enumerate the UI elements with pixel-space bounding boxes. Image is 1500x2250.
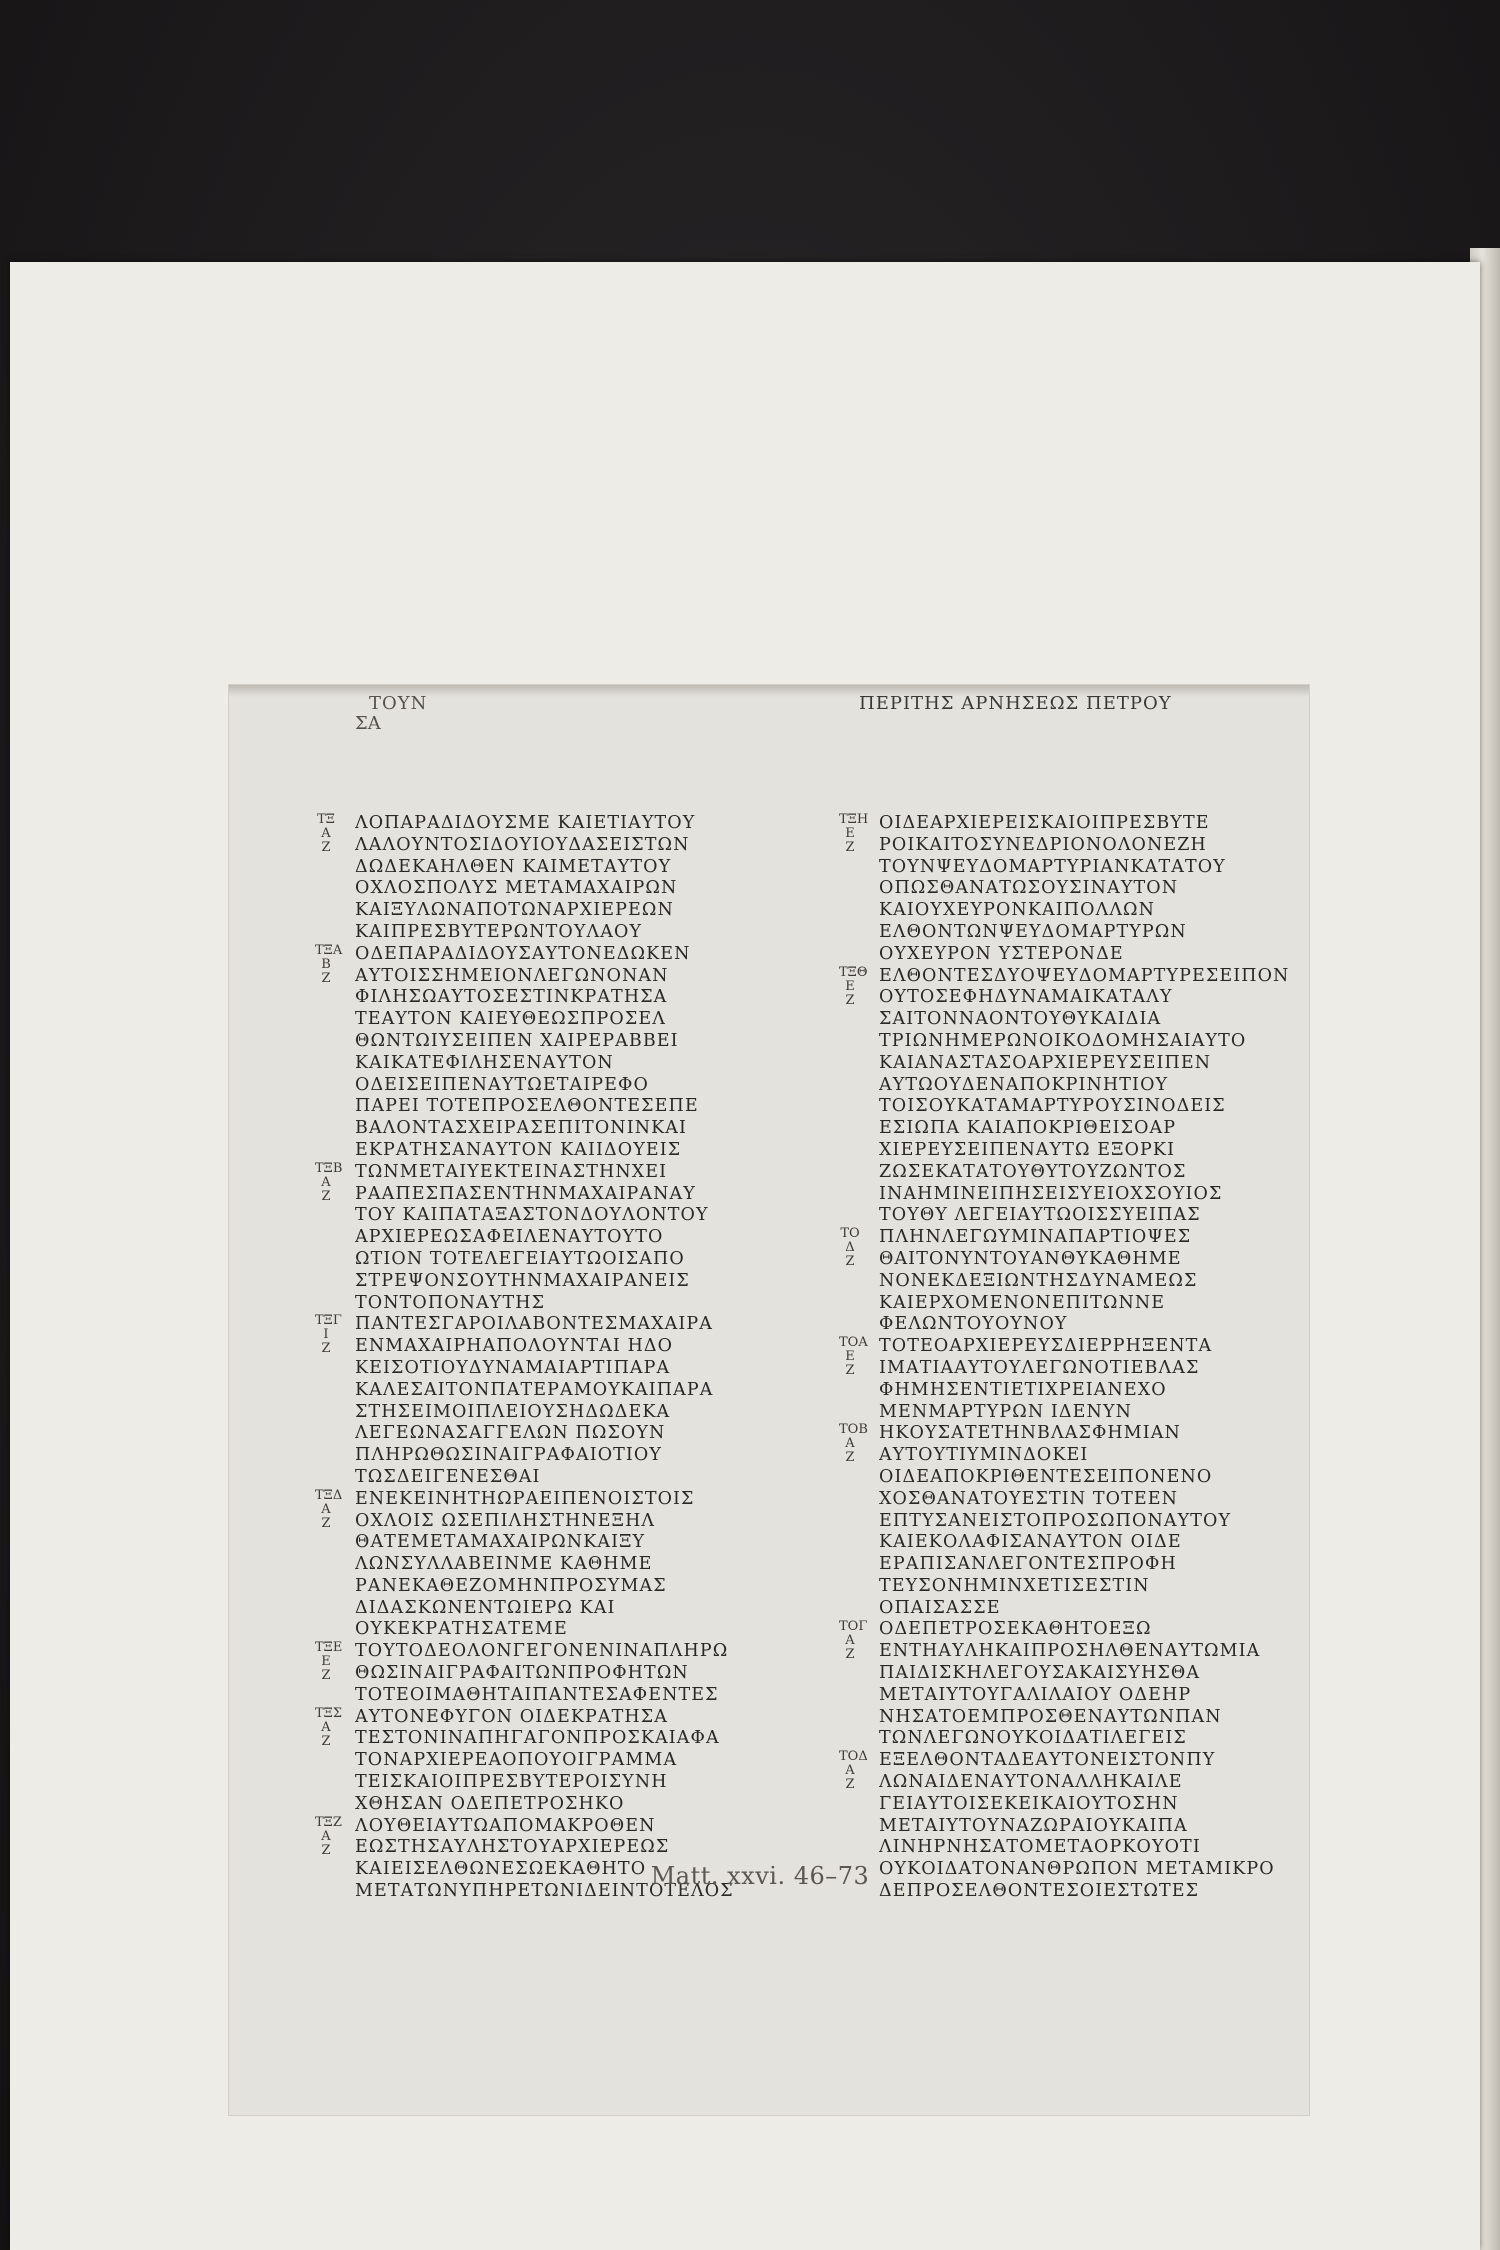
manuscript-line: ΛΟΥΘΕΙΑΥΤΩΑΠΟΜΑΚΡΟΘΕΝ [355, 1815, 656, 1836]
corner-mark: ΣΑ [355, 713, 381, 734]
manuscript-line: ΠΑΝΤΕΣΓΑΡΟΙΛΑΒΟΝΤΕΣΜΑΧΑΙΡΑ [355, 1314, 714, 1335]
plate-caption: Matt. xxvi. 46–73 [650, 1862, 870, 1890]
manuscript-line: ΧΘΗΣΑΝ ΟΔΕΠΕΤΡΟΣΗΚΟ [355, 1793, 625, 1814]
manuscript-line: ΖΩΣΕΚΑΤΑΤΟΥΘΥΤΟΥΖΩΝΤΟΣ [879, 1161, 1187, 1182]
manuscript-line: ΠΛΗΡΩΘΩΣΙΝΑΙΓΡΑΦΑΙΟΤΙΟΥ [355, 1445, 663, 1466]
ammonian-section-note: ΤΞ Α Ζ [317, 812, 335, 855]
manuscript-line: ΜΕΤΑΙΥΤΟΥΝΑΖΩΡΑΙΟΥΚΑΙΠΑ [879, 1815, 1188, 1836]
manuscript-line: ΤΟΝΤΟΠΟΝΑΥΤΗΣ [355, 1292, 546, 1313]
ammonian-section-note: ΤΞΖ Α Ζ [315, 1814, 342, 1858]
manuscript-column-left [355, 813, 785, 1903]
manuscript-line: ΠΑΡΕΙ ΤΟΤΕΠΡΟΣΕΛΘΟΝΤΕΣΕΠΕ [355, 1096, 699, 1117]
manuscript-plate [228, 684, 1310, 2116]
manuscript-line: ΕΛΘΟΝΤΕΣΔΥΟΨΕΥΔΟΜΑΡΤΥΡΕΣΕΙΠΟΝ [879, 965, 1290, 986]
manuscript-line: ΤΩΝΜΕΤΑΙΥΕΚΤΕΙΝΑΣΤΗΝΧΕΙ [355, 1161, 668, 1182]
manuscript-line: ΕΝΜΑΧΑΙΡΗΑΠΟΛΟΥΝΤΑΙ ΗΔΟ [355, 1336, 674, 1357]
manuscript-line: ΤΟΙΣΟΥΚΑΤΑΜΑΡΤΥΡΟΥΣΙΝΟΔΕΙΣ [879, 1096, 1226, 1117]
manuscript-line: ΟΧΛΟΙΣ ΩΣΕΠΙΛΗΣΤΗΝΕΞΗΛ [355, 1510, 656, 1531]
manuscript-column-right [879, 813, 1309, 1903]
manuscript-line: ΕΝΕΚΕΙΝΗΤΗΩΡΑΕΙΠΕΝΟΙΣΤΟΙΣ [355, 1488, 695, 1509]
manuscript-line: ΡΑΝΕΚΑΘΕΖΟΜΗΝΠΡΟΣΥΜΑΣ [355, 1575, 667, 1596]
manuscript-line: ΘΩΝΤΩΙΥΣΕΙΠΕΝ ΧΑΙΡΕΡΑΒΒΕΙ [355, 1030, 679, 1051]
manuscript-line: ΟΙΔΕΑΡΧΙΕΡΕΙΣΚΑΙΟΙΠΡΕΣΒΥΤΕ [879, 813, 1210, 833]
manuscript-line: ΚΑΙΕΡΧΟΜΕΝΟΝΕΠΙΤΩΝΝΕ [879, 1292, 1166, 1313]
manuscript-line: ΤΩΝΛΕΓΩΝΟΥΚΟΙΔΑΤΙΛΕΓΕΙΣ [879, 1728, 1187, 1749]
manuscript-line: ΤΕΥΣΟΝΗΜΙΝΧΕΤΙΣΕΣΤΙΝ [879, 1575, 1150, 1596]
manuscript-line: ΤΕΣΤΟΝΙΝΑΠΗΓΑΓΟΝΠΡΟΣΚΑΙΑΦΑ [355, 1728, 720, 1749]
manuscript-line: ΚΑΛΕΣΑΙΤΟΝΠΑΤΕΡΑΜΟΥΚΑΙΠΑΡΑ [355, 1379, 714, 1400]
manuscript-line: ΝΗΣΑΤΟΕΜΠΡΟΣΘΕΝΑΥΤΩΝΠΑΝ [879, 1706, 1222, 1727]
ammonian-section-note: ΤΟΒ Α Ζ [839, 1422, 868, 1466]
manuscript-line: ΤΟΝΑΡΧΙΕΡΕΑΟΠΟΥΟΙΓΡΑΜΜΑ [355, 1750, 678, 1771]
manuscript-line: ΛΑΛΟΥΝΤΟΣΙΔΟΥΙΟΥΔΑΣΕΙΣΤΩΝ [355, 834, 690, 855]
manuscript-line: ΗΚΟΥΣΑΤΕΤΗΝΒΛΑΣΦΗΜΙΑΝ [879, 1423, 1181, 1444]
manuscript-line: ΦΗΜΗΣΕΝΤΙΕΤΙΧΡΕΙΑΝΕΧΟ [879, 1379, 1167, 1400]
manuscript-line: ΤΟΥΤΟΔΕΟΛΟΝΓΕΓΟΝΕΝΙΝΑΠΛΗΡΩ [355, 1641, 729, 1662]
manuscript-line: ΕΞΕΛΘΟΝΤΑΔΕΑΥΤΟΝΕΙΣΤΟΝΠΥ [879, 1750, 1216, 1771]
manuscript-line: ΚΑΙΚΑΤΕΦΙΛΗΣΕΝΑΥΤΟΝ [355, 1052, 614, 1073]
manuscript-line: ΚΑΙΟΥΧΕΥΡΟΝΚΑΙΠΟΛΛΩΝ [879, 900, 1156, 921]
manuscript-line: ΟΥΤΟΣΕΦΗΔΥΝΑΜΑΙΚΑΤΑΛΥ [879, 987, 1173, 1008]
manuscript-line: ΛΕΓΕΩΝΑΣΑΓΓΕΛΩΝ ΠΩΣΟΥΝ [355, 1423, 666, 1444]
manuscript-line: ΩΤΙΟΝ ΤΟΤΕΛΕΓΕΙΑΥΤΩΟΙΣΑΠΟ [355, 1248, 685, 1269]
manuscript-line: ΣΤΗΣΕΙΜΟΙΠΛΕΙΟΥΣΗΔΩΔΕΚΑ [355, 1401, 671, 1422]
running-head-left: ΤΟΥΝ [369, 693, 428, 714]
ammonian-section-note: ΤΞΘ Ε Ζ [839, 964, 868, 1008]
manuscript-line: ΜΕΝΜΑΡΤΥΡΩΝ ΙΔΕΝΥΝ [879, 1401, 1133, 1422]
manuscript-line: ΧΙΕΡΕΥΣΕΙΠΕΝΑΥΤΩ ΕΞΟΡΚΙ [879, 1139, 1176, 1160]
manuscript-line: ΤΕΑΥΤΟΝ ΚΑΙΕΥΘΕΩΣΠΡΟΣΕΛ [355, 1009, 666, 1030]
manuscript-line: ΛΩΝΣΥΛΛΑΒΕΙΝΜΕ ΚΑΘΗΜΕ [355, 1554, 653, 1575]
manuscript-line: ΑΡΧΙΕΡΕΩΣΑΦΕΙΛΕΝΑΥΤΟΥΤΟ [355, 1227, 664, 1248]
manuscript-line: ΟΥΚΟΙΔΑΤΟΝΑΝΘΡΩΠΟΝ ΜΕΤΑΜΙΚΡΟ [879, 1859, 1275, 1880]
manuscript-line: ΛΟΠΑΡΑΔΙΔΟΥΣΜΕ ΚΑΙΕΤΙΑΥΤΟΥ [355, 813, 696, 833]
ammonian-section-note: ΤΞΔ Α Ζ [315, 1487, 343, 1531]
ammonian-section-note: ΤΞΗ Ε Ζ [839, 812, 869, 855]
manuscript-line: ΡΟΙΚΑΙΤΟΣΥΝΕΔΡΙΟΝΟΛΟΝΕΖΗ [879, 834, 1207, 855]
manuscript-line: ΘΑΤΕΜΕΤΑΜΑΧΑΙΡΩΝΚΑΙΞΥ [355, 1532, 646, 1553]
manuscript-line: ΒΑΛΟΝΤΑΣΧΕΙΡΑΣΕΠΙΤΟΝΙΝΚΑΙ [355, 1118, 688, 1139]
manuscript-line: ΓΕΙΑΥΤΟΙΣΕΚΕΙΚΑΙΟΥΤΟΣΗΝ [879, 1793, 1179, 1814]
manuscript-line: ΙΝΑΗΜΙΝΕΙΠΗΣΕΙΣΥΕΙΟΧΣΟΥΙΟΣ [879, 1183, 1223, 1204]
manuscript-line: ΚΑΙΕΙΣΕΛΘΩΝΕΣΩΕΚΑΘΗΤΟ [355, 1859, 647, 1880]
manuscript-line: ΟΧΛΟΣΠΟΛΥΣ ΜΕΤΑΜΑΧΑΙΡΩΝ [355, 878, 678, 899]
manuscript-line: ΤΟΥ ΚΑΙΠΑΤΑΞΑΣΤΟΝΔΟΥΛΟΝΤΟΥ [355, 1205, 709, 1226]
manuscript-line: ΟΔΕΙΣΕΙΠΕΝΑΥΤΩΕΤΑΙΡΕΦΟ [355, 1074, 649, 1095]
manuscript-line: ΑΥΤΟΥΤΙΥΜΙΝΔΟΚΕΙ [879, 1445, 1089, 1466]
ammonian-section-note: ΤΞΣ Α Ζ [315, 1705, 343, 1749]
manuscript-line: ΜΕΤΑΙΥΤΟΥΓΑΛΙΛΑΙΟΥ ΟΔΕΗΡ [879, 1684, 1192, 1705]
running-head-right: ΠΕΡΙΤΗΣ ΑΡΝΗΣΕΩΣ ΠΕΤΡΟΥ [859, 693, 1172, 714]
manuscript-line: ΟΔΕΠΕΤΡΟΣΕΚΑΘΗΤΟΕΞΩ [879, 1619, 1152, 1640]
manuscript-line: ΣΤΡΕΨΟΝΣΟΥΤΗΝΜΑΧΑΙΡΑΝΕΙΣ [355, 1270, 690, 1291]
manuscript-line: ΟΠΑΙΣΑΣΣΕ [879, 1597, 1001, 1618]
manuscript-line: ΕΡΑΠΙΣΑΝΛΕΓΟΝΤΕΣΠΡΟΦΗ [879, 1554, 1177, 1575]
manuscript-line: ΦΙΛΗΣΩΑΥΤΟΣΕΣΤΙΝΚΡΑΤΗΣΑ [355, 987, 668, 1008]
manuscript-line: ΕΝΤΗΑΥΛΗΚΑΙΠΡΟΣΗΛΘΕΝΑΥΤΩΜΙΑ [879, 1641, 1261, 1662]
manuscript-line: ΘΑΙΤΟΝΥΝΤΟΥΑΝΘΥΚΑΘΗΜΕ [879, 1248, 1182, 1269]
manuscript-line: ΕΣΙΩΠΑ ΚΑΙΑΠΟΚΡΙΘΕΙΣΟΑΡ [879, 1118, 1177, 1139]
manuscript-line: ΕΚΡΑΤΗΣΑΝΑΥΤΟΝ ΚΑΙΙΔΟΥΕΙΣ [355, 1139, 682, 1160]
manuscript-line: ΤΡΙΩΝΗΜΕΡΩΝΟΙΚΟΔΟΜΗΣΑΙΑΥΤΟ [879, 1030, 1247, 1051]
ammonian-section-note: ΤΟΓ Α Ζ [839, 1618, 868, 1662]
ammonian-section-note: ΤΞΕ Ε Ζ [315, 1640, 343, 1684]
manuscript-line: ΟΥΧΕΥΡΟΝ ΥΣΤΕΡΟΝΔΕ [879, 943, 1124, 964]
manuscript-line: ΑΥΤΟΝΕΦΥΓΟΝ ΟΙΔΕΚΡΑΤΗΣΑ [355, 1706, 668, 1727]
manuscript-line: ΙΜΑΤΙΑΑΥΤΟΥΛΕΓΩΝΟΤΙΕΒΛΑΣ [879, 1357, 1200, 1378]
ammonian-section-note: ΤΞΑ Β Ζ [315, 942, 343, 986]
manuscript-line: ΚΑΙΞΥΛΩΝΑΠΟΤΩΝΑΡΧΙΕΡΕΩΝ [355, 900, 674, 921]
manuscript-line: ΛΙΝΗΡΝΗΣΑΤΟΜΕΤΑΟΡΚΟΥΟΤΙ [879, 1837, 1201, 1858]
manuscript-line: ΜΕΤΑΤΩΝΥΠΗΡΕΤΩΝΙΔΕΙΝΤΟΤΕΛΟΣ [355, 1881, 734, 1902]
manuscript-line: ΚΕΙΣΟΤΙΟΥΔΥΝΑΜΑΙΑΡΤΙΠΑΡΑ [355, 1357, 671, 1378]
manuscript-line: ΟΔΕΠΑΡΑΔΙΔΟΥΣΑΥΤΟΝΕΔΩΚΕΝ [355, 943, 691, 964]
manuscript-line: ΟΥΚΕΚΡΑΤΗΣΑΤΕΜΕ [355, 1619, 568, 1640]
manuscript-line: ΟΙΔΕΑΠΟΚΡΙΘΕΝΤΕΣΕΙΠΟΝΕΝΟ [879, 1466, 1213, 1487]
manuscript-line: ΤΕΙΣΚΑΙΟΙΠΡΕΣΒΥΤΕΡΟΙΣΥΝΗ [355, 1772, 668, 1793]
manuscript-line: ΔΙΔΑΣΚΩΝΕΝΤΩΙΕΡΩ ΚΑΙ [355, 1597, 616, 1618]
manuscript-line: ΑΥΤΩΟΥΔΕΝΑΠΟΚΡΙΝΗΤΙΟΥ [879, 1074, 1169, 1095]
book-page [10, 262, 1480, 2250]
manuscript-line: ΧΟΣΘΑΝΑΤΟΥΕΣΤΙΝ ΤΟΤΕΕΝ [879, 1488, 1179, 1509]
manuscript-line: ΑΥΤΟΙΣΣΗΜΕΙΟΝΛΕΓΩΝΟΝΑΝ [355, 965, 669, 986]
manuscript-line: ΘΩΣΙΝΑΙΓΡΑΦΑΙΤΩΝΠΡΟΦΗΤΩΝ [355, 1663, 689, 1684]
manuscript-line: ΡΑΑΠΕΣΠΑΣΕΝΤΗΝΜΑΧΑΙΡΑΝΑΥ [355, 1183, 696, 1204]
manuscript-line: ΤΟΤΕΟΑΡΧΙΕΡΕΥΣΔΙΕΡΡΗΞΕΝΤΑ [879, 1336, 1213, 1357]
manuscript-line: ΤΟΥΝΨΕΥΔΟΜΑΡΤΥΡΙΑΝΚΑΤΑΤΟΥ [879, 856, 1226, 877]
manuscript-line: ΔΕΠΡΟΣΕΛΘΟΝΤΕΣΟΙΕΣΤΩΤΕΣ [879, 1881, 1200, 1902]
manuscript-line: ΟΠΩΣΘΑΝΑΤΩΣΟΥΣΙΝΑΥΤΟΝ [879, 878, 1179, 899]
manuscript-line: ΔΩΔΕΚΑΗΛΘΕΝ ΚΑΙΜΕΤΑΥΤΟΥ [355, 856, 672, 877]
manuscript-line: ΝΟΝΕΚΔΕΞΙΩΝΤΗΣΔΥΝΑΜΕΩΣ [879, 1270, 1198, 1291]
ammonian-section-note: ΤΟΑ Ε Ζ [839, 1335, 868, 1379]
manuscript-line: ΠΛΗΝΛΕΓΩΥΜΙΝΑΠΑΡΤΙΟΨΕΣ [879, 1227, 1192, 1248]
ammonian-section-note: ΤΞΓ Ι Ζ [315, 1313, 342, 1357]
manuscript-line: ΕΠΤΥΣΑΝΕΙΣΤΟΠΡΟΣΩΠΟΝΑΥΤΟΥ [879, 1510, 1232, 1531]
manuscript-line: ΤΟΥΘΥ ΛΕΓΕΙΑΥΤΩΟΙΣΣΥΕΙΠΑΣ [879, 1205, 1201, 1226]
ammonian-section-note: ΤΟΔ Α Ζ [839, 1749, 868, 1793]
manuscript-line: ΚΑΙΠΡΕΣΒΥΤΕΡΩΝΤΟΥΛΑΟΥ [355, 921, 643, 942]
ammonian-section-note: ΤΟ Δ Ζ [840, 1226, 860, 1270]
ammonian-section-note: ΤΞΒ Α Ζ [315, 1160, 343, 1204]
manuscript-line: ΤΩΣΔΕΙΓΕΝΕΣΘΑΙ [355, 1466, 541, 1487]
manuscript-line: ΚΑΙΑΝΑΣΤΑΣΟΑΡΧΙΕΡΕΥΣΕΙΠΕΝ [879, 1052, 1212, 1073]
manuscript-line: ΠΑΙΔΙΣΚΗΛΕΓΟΥΣΑΚΑΙΣΥΗΣΘΑ [879, 1663, 1201, 1684]
manuscript-line: ΣΑΙΤΟΝΝΑΟΝΤΟΥΘΥΚΑΙΔΙΑ [879, 1009, 1162, 1030]
manuscript-line: ΚΑΙΕΚΟΛΑΦΙΣΑΝΑΥΤΟΝ ΟΙΔΕ [879, 1532, 1182, 1553]
manuscript-line: ΤΟΤΕΟΙΜΑΘΗΤΑΙΠΑΝΤΕΣΑΦΕΝΤΕΣ [355, 1684, 719, 1705]
manuscript-line: ΛΩΝΑΙΔΕΝΑΥΤΟΝΑΛΛΗΚΑΙΛΕ [879, 1772, 1183, 1793]
manuscript-line: ΕΛΘΟΝΤΩΝΨΕΥΔΟΜΑΡΤΥΡΩΝ [879, 921, 1187, 942]
manuscript-line: ΦΕΛΩΝΤΟΥΟΥΝΟΥ [879, 1314, 1068, 1335]
manuscript-line: ΕΩΣΤΗΣΑΥΛΗΣΤΟΥΑΡΧΙΕΡΕΩΣ [355, 1837, 670, 1858]
